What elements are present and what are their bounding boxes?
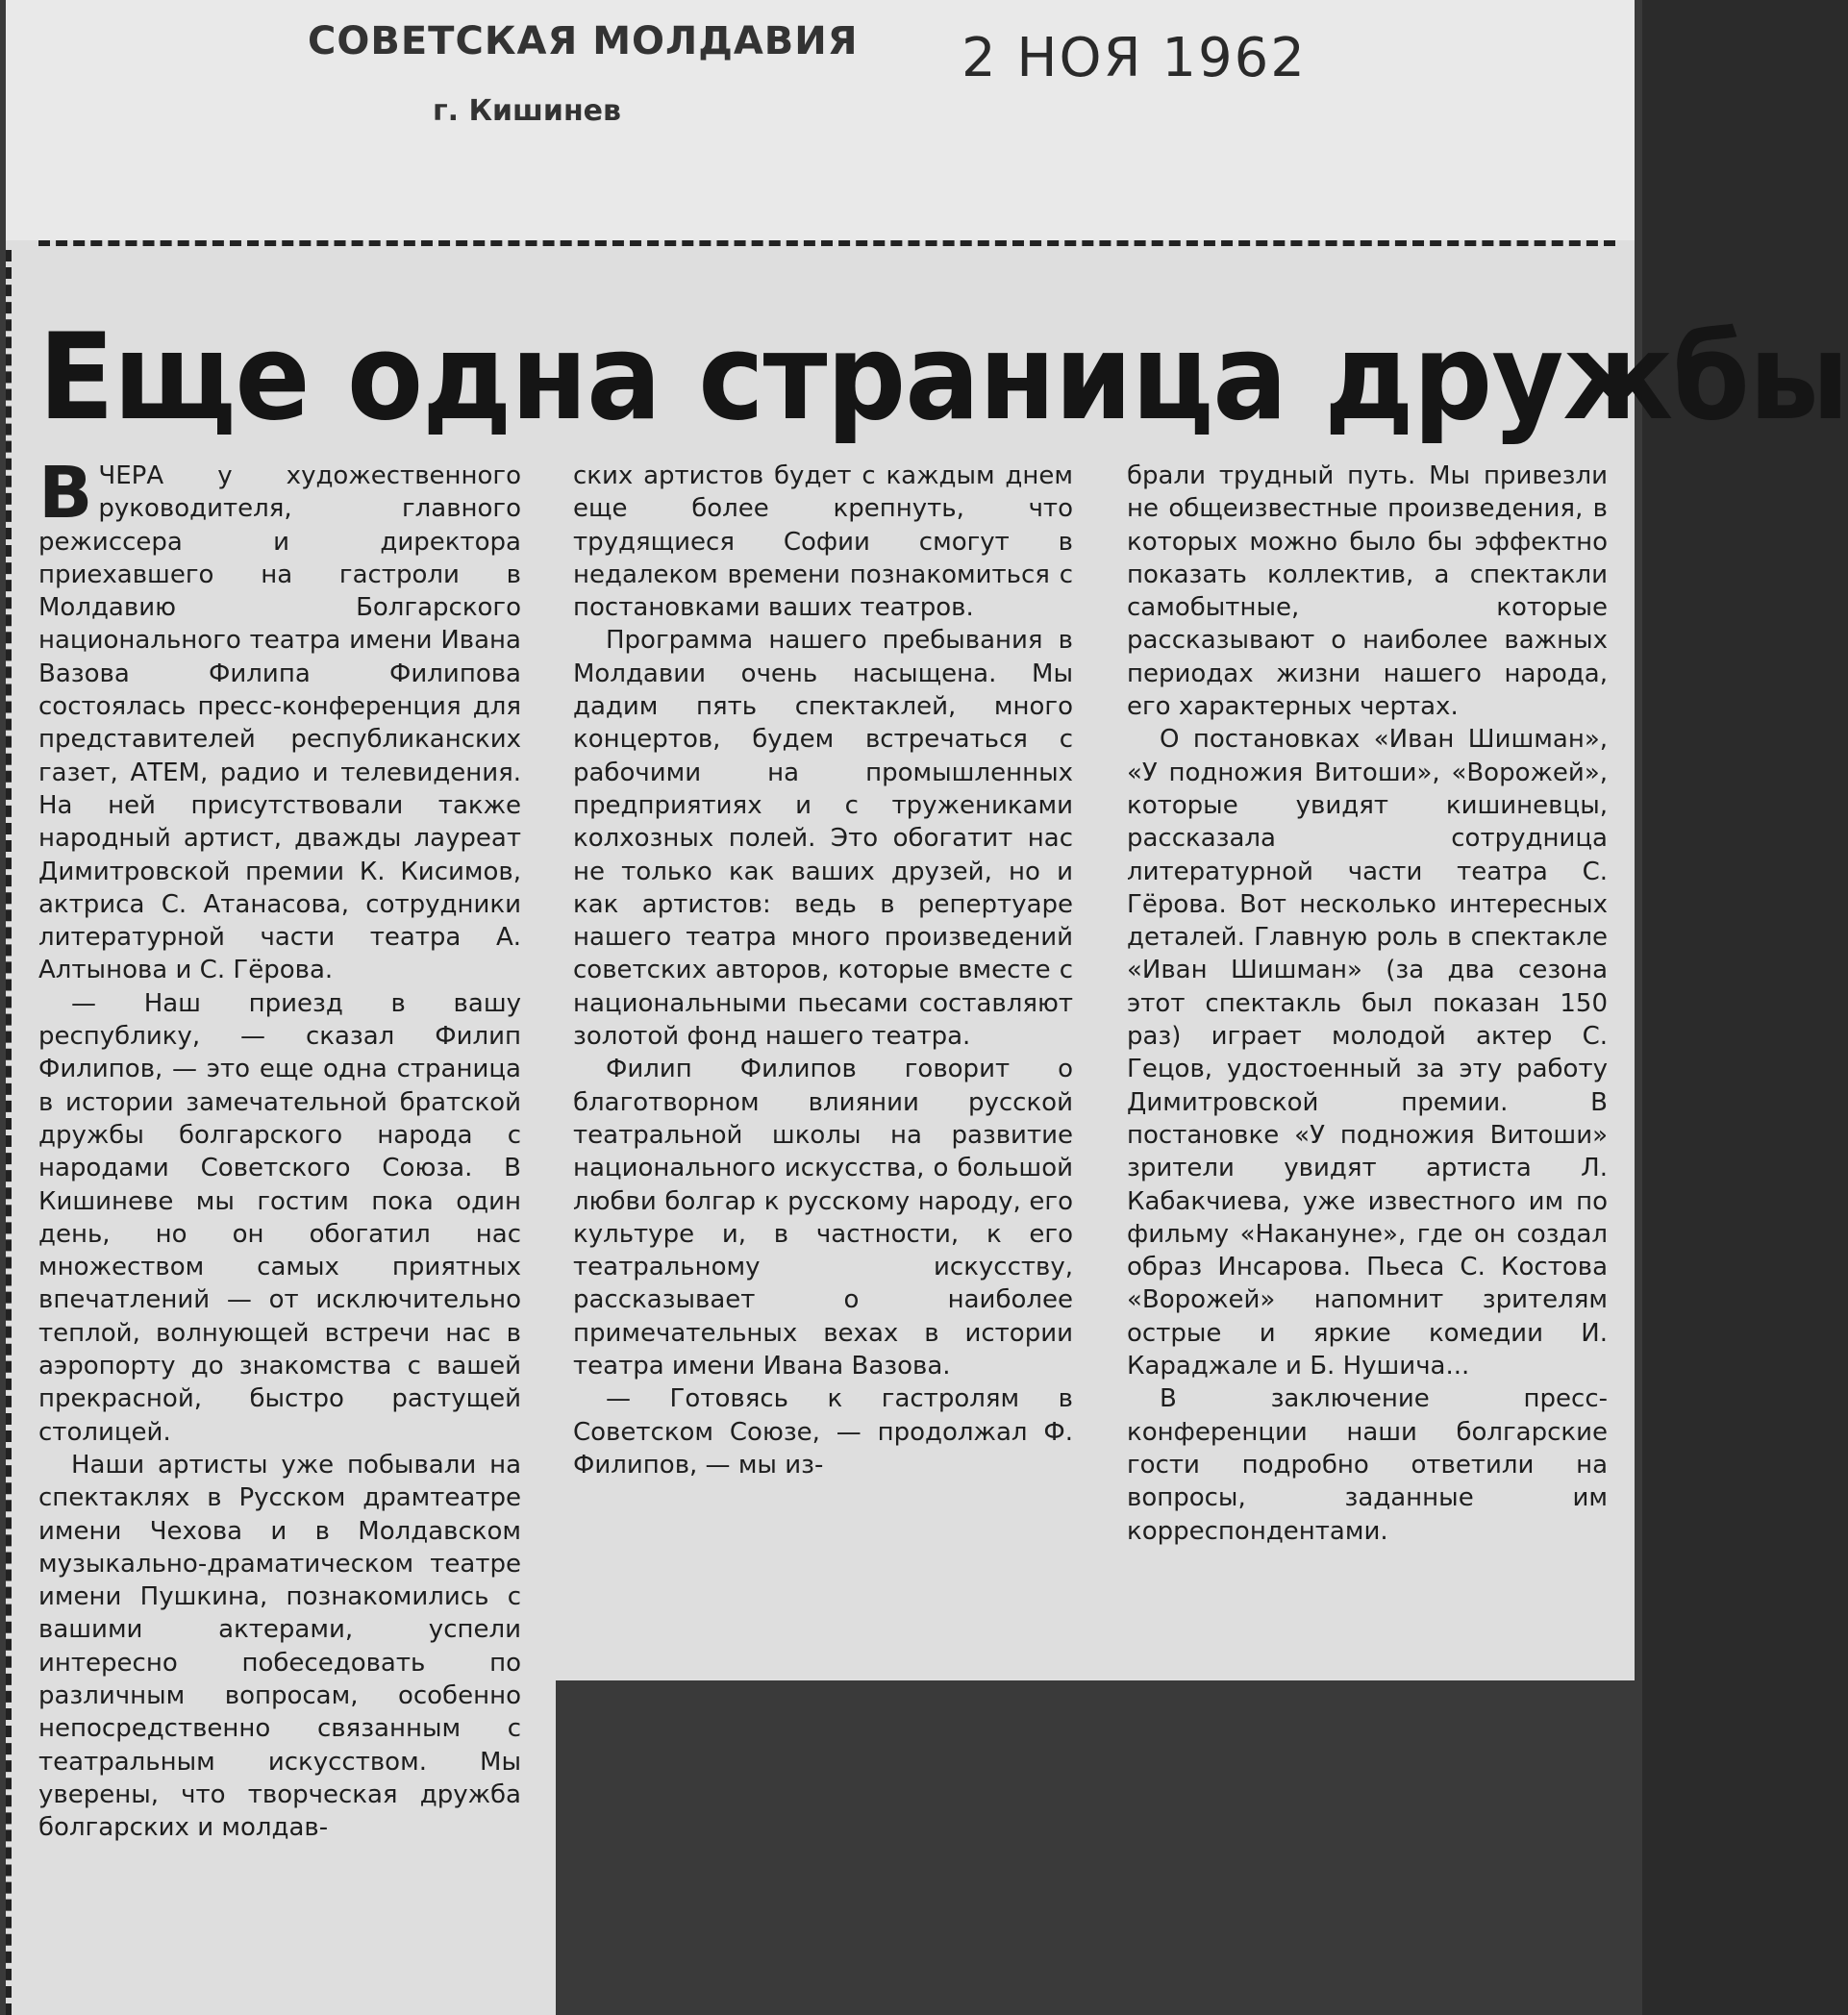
article-column-2 [573,460,1073,1481]
article-paragraph: — Наш приезд в вашу республику, — сказал Филип Филипов, — это еще одна страница в истории замечательной братской дружбы болгарского народа с народами Советского Союза. В Кишиневе мы гостим пока один день, но он обогатил нас множеством самых приятных впечатлений — от исключительно теплой, волнующей встречи нас в аэропорту до знакомства с вашей прекрасной, быстро растущей столицей. [38,988,521,1447]
article-paragraph: ВЧЕРА у художественного руководителя, главного режиссера и директора приехавшего на гастроли в Молдавию Болгарского национального театра имени Ивана Вазова Филипа Филипова состоялась пресс-конференция для представителей республиканских газет, АТЕМ, радио и телевидения. На ней присутствовали также народный артист, дважды лауреат Димитровской премии К. Кисимов, актриса С. Атанасова, сотрудники литературной части театра А. Алтынова и С. Гёрова. [38,452,521,985]
article-paragraph: Программа нашего пребывания в Молдавии очень насыщена. Мы дадим пять спектаклей, много концертов, будем встречаться с рабочими на промышленных предприятиях и с тружениками колхозных полей. Это обогатит нас не только как ваших друзей, но и как артистов: ведь в репертуаре нашего театра много произведений советских авторов, которые вместе с национальными пьесами составляют золотой фонд нашего театра. [573,626,1073,1052]
cut-edge [6,250,21,2015]
article-paragraph: Наши артисты уже побывали на спектаклях в Русском драмтеатре имени Чехова и в Молдавском музыкально-драматическом театре имени Пушкина, познакомились с вашими актерами, успели интересно побеседовать по различным вопросам, особенно непосредственно связанным с театральным искусством. Мы уверены, что творческая дружба болгарских и молдав- [38,1450,521,1843]
article-headline: Еще одна страница дружбы [38,309,1848,447]
article-column-1 [38,452,521,1844]
article-paragraph: В заключение пресс-конференции наши болгарские гости подробно ответили на вопросы, заданные им корреспондентами. [1127,1384,1608,1546]
newspaper-name-stamp: СОВЕТСКАЯ МОЛДАВИЯ [308,19,859,63]
cut-line [38,240,1615,256]
article-paragraph: — Готовясь к гастролям в Советском Союзе, — продолжал Ф. Филипов, — мы из- [573,1384,1073,1480]
article-paragraph: О постановках «Иван Шишман», «У подножия Витоши», «Ворожей», которые увидят кишиневцы, рассказала сотрудница литературной части театра С. Гёрова. Вот несколько интересных деталей. Главную роль в спектакле «Иван Шишман» (за два сезона этот спектакль был показан 150 раз) играет молодой актер С. Гецов, удостоенный за эту работу Димитровской премии. В постановке «У подножия Витоши» зрители увидят артиста Л. Кабакчиева, уже известного им по фильму «Накануне», где он создал образ Инсарова. Пьеса С. Костова «Ворожей» напомнит зрителям острые и яркие комедии И. Караджале и Б. Нушича... [1127,725,1608,1381]
article-paragraph: ских артистов будет с каждым днем еще более крепнуть, что трудящиеся Софии смогут в недалеком времени познакомиться с постановками ваших театров. [573,461,1073,623]
drop-cap: В [38,452,93,535]
article-paragraph: Филип Филипов говорит о благотворном влиянии русской театральной школы на развитие национального искусства, о большой любви болгар к русскому народу, его культуре и, в частности, к его театральному искусству, рассказывает о наиболее примечательных вехах в истории театра имени Ивана Вазова. [573,1055,1073,1381]
article-column-3 [1127,460,1608,1548]
date-stamp: 2 НОЯ 1962 [961,27,1307,89]
city-stamp: г. Кишинев [433,94,621,128]
article-paragraph: брали трудный путь. Мы привезли не общеизвестные произведения, в которых можно было бы эффектно показать коллектив, а спектакли самобытные, которые рассказывают о наиболее важных периодах жизни нашего народа, его характерных чертах. [1127,461,1608,722]
